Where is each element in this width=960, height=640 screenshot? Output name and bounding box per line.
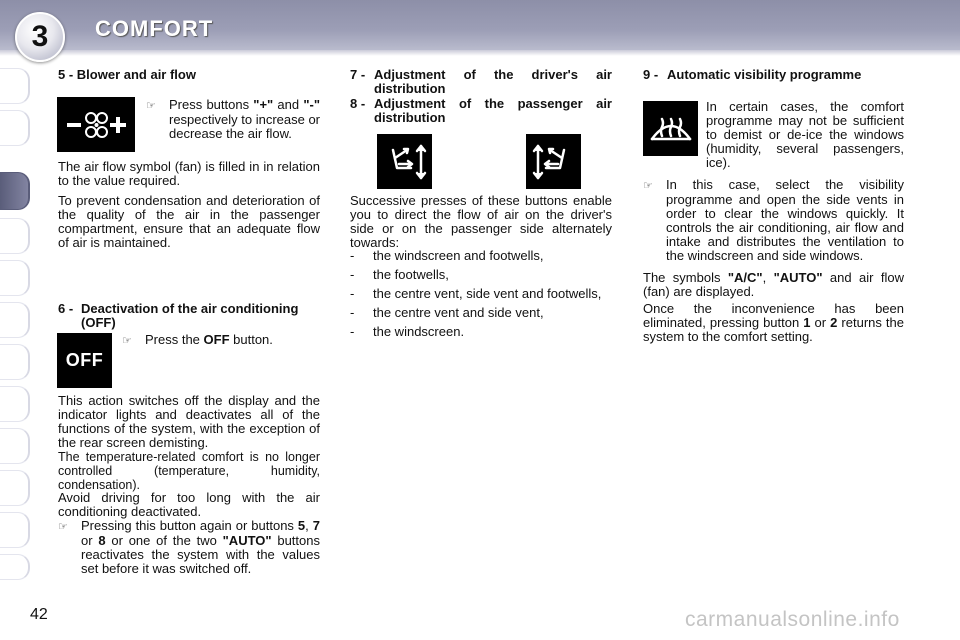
- watermark: carmanualsonline.info: [685, 608, 900, 631]
- header-shadow: [0, 50, 960, 56]
- driver-air-distribution-icon: [377, 134, 432, 189]
- hand-pointer-icon: ☞: [122, 335, 132, 347]
- minus-fan-plus-icon: [57, 97, 135, 152]
- list-item: - the centre vent and side vent,: [350, 305, 544, 320]
- chapter-tab[interactable]: [0, 302, 30, 338]
- chapter-tab[interactable]: [0, 260, 30, 296]
- section-78-para: Successive presses of these buttons enable you to direct the flow of air on the driver's side or on the passenger side alternately towards:: [350, 193, 612, 250]
- list-item: - the centre vent, side vent and footwells,: [350, 286, 602, 301]
- list-item: - the windscreen.: [350, 324, 465, 339]
- hand-pointer-icon: ☞: [643, 180, 653, 192]
- chapter-tab-active[interactable]: [0, 172, 30, 210]
- section-6-para3: Avoid driving for too long with the air conditioning deactivated.: [58, 490, 320, 519]
- list-item: - the footwells,: [350, 267, 449, 282]
- section-9-once: Once the inconvenience has been eliminated, pressing button 1 or 2 returns the system to the comfort setting.: [643, 301, 904, 344]
- chapter-number: 3: [31, 20, 49, 53]
- section-6-para1: This action switches off the display and the indicator lights and deactivates all of the functions of the system, with the exception of the rear screen demisting.: [58, 393, 320, 450]
- chapter-tab[interactable]: [0, 554, 30, 580]
- section-9-heading: 9 - Automatic visibility programme: [643, 67, 862, 82]
- section-9-intro: In certain cases, the comfort programme may not be sufficient to demist or de-ice the windows (humidity, several passengers, ice).: [706, 99, 904, 170]
- passenger-air-distribution-icon: [526, 134, 581, 189]
- page-number: 42: [30, 606, 48, 623]
- chapter-tab[interactable]: [0, 110, 30, 146]
- chapter-title: COMFORT: [95, 16, 214, 41]
- chapter-badge: [15, 12, 65, 62]
- hand-pointer-icon: ☞: [146, 100, 156, 112]
- section-6-heading: 6 - Deactivation of the air conditioning (OFF): [58, 301, 299, 330]
- chapter-tab[interactable]: [0, 470, 30, 506]
- section-7-heading: 7 - Adjustment of the driver's air distribution: [350, 67, 612, 96]
- section-6-para2: The temperature-related comfort is no longer controlled (temperature, humidity, condensation).: [58, 450, 320, 492]
- chapter-tab[interactable]: [0, 68, 30, 104]
- chapter-tab[interactable]: [0, 428, 30, 464]
- section-8-heading: 8 - Adjustment of the passenger air distribution: [350, 96, 612, 125]
- windscreen-demist-icon: [643, 101, 698, 156]
- chapter-tab[interactable]: [0, 386, 30, 422]
- section-5-para2: To prevent condensation and deterioration of the quality of the air in the passenger compartment, ensure that an adequate flow of air is maintained.: [58, 193, 320, 250]
- section-5-instruction: ☞ Press buttons "+" and "-" respectively to increase or decrease the air flow.: [146, 97, 321, 141]
- section-5-heading: 5 - Blower and air flow: [58, 67, 196, 82]
- chapter-tab[interactable]: [0, 344, 30, 380]
- chapter-tabs: [0, 68, 36, 580]
- section-6-instruction: ☞ Press the OFF button.: [122, 332, 273, 347]
- hand-pointer-icon: ☞: [58, 521, 68, 533]
- section-9-symbols: The symbols "A/C", "AUTO" and air flow (fan) are displayed.: [643, 270, 904, 299]
- section-9-bullet: ☞ In this case, select the visibility programme and open the side vents in order to clear the windows quickly. It controls the air conditioning, air flow and intake and distributes the ventilation to the windscreen and side windows.: [643, 177, 904, 263]
- distribution-list: [350, 249, 612, 344]
- list-item: - the windscreen and footwells,: [350, 248, 544, 263]
- section-5-para1: The air flow symbol (fan) is filled in in relation to the value required.: [58, 159, 320, 188]
- section-6-para4: ☞ Pressing this button again or buttons 5, 7 or 8 or one of the two "AUTO" buttons reactivates the system with the values set before it was switched off.: [58, 518, 320, 576]
- chapter-tab[interactable]: [0, 512, 30, 548]
- chapter-tab[interactable]: [0, 218, 30, 254]
- off-button-icon: OFF: [57, 333, 112, 388]
